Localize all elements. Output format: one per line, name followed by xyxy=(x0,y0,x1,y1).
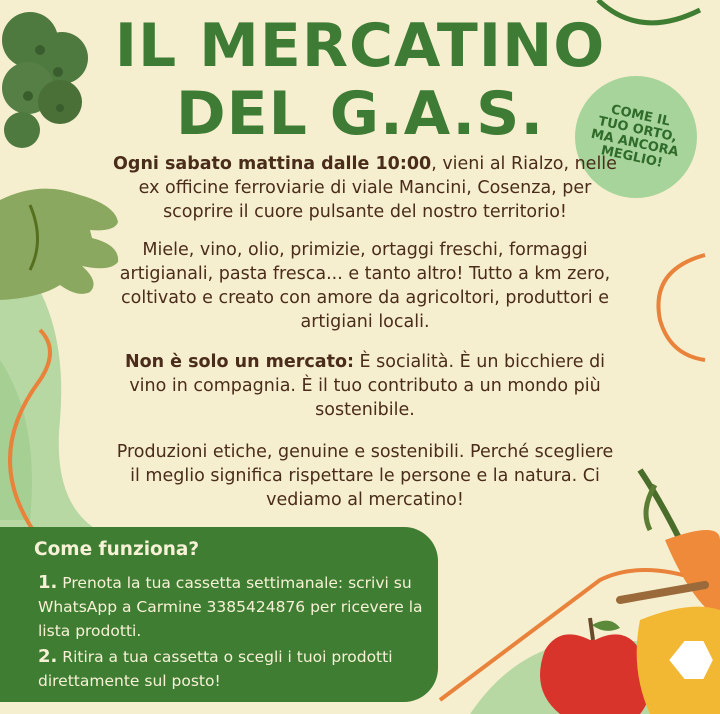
intro-text: , vieni al Rialzo, nelle ex officine ferroviarie di viale Mancini, Cosenza, per scoprire il cuore pulsante del nostro territorio! xyxy=(138,154,617,222)
title-line-1: IL MERCATINO xyxy=(114,11,606,81)
step-1-text: Prenota la tua cassetta settimanale: scrivi su WhatsApp a Carmine 3385424876 per ricevere la lista prodotti. xyxy=(38,574,423,640)
not-only-bold: Non è solo un mercato: xyxy=(124,352,354,372)
step-2-number: 2. xyxy=(38,646,58,667)
step-2-text: Ritira a tua cassetta o scegli i tuoi prodotti direttamente sul posto! xyxy=(38,648,393,690)
closing-paragraph: Produzioni etiche, genuine e sostenibili. Perché scegliere il meglio significa rispettare le persone e la natura. Ci vediamo al mercatino! xyxy=(116,442,614,510)
step-1-number: 1. xyxy=(38,572,58,593)
products-paragraph: Miele, vino, olio, primizie, ortaggi freschi, formaggi artigianali, pasta fresca... e tanto altro! Tutto a km zero, coltivato e creato con amore da agricoltori, produttori e artigiani locali. xyxy=(119,240,611,332)
step-1 xyxy=(38,571,428,643)
step-2 xyxy=(38,645,428,693)
glove-hand-icon xyxy=(0,189,118,300)
how-it-works-heading: Come funziona? xyxy=(34,539,200,560)
title-line-2: DEL G.A.S. xyxy=(175,79,545,149)
slogan-badge-text: COME IL TUO ORTO, MA ANCORA MEGLIO! xyxy=(589,102,680,171)
intro-paragraph xyxy=(110,152,620,224)
honey-jar-icon xyxy=(637,607,720,714)
intro-bold: Ogni sabato mattina dalle 10:00 xyxy=(113,154,432,174)
not-only-text: È socialità. È un bicchiere di vino in compagnia. È il tuo contributo a un mondo più sostenibile. xyxy=(129,352,606,420)
not-only-paragraph xyxy=(110,350,620,422)
apple-icon xyxy=(540,618,650,714)
how-it-works-box xyxy=(0,527,438,702)
broccoli-icon xyxy=(2,12,88,148)
